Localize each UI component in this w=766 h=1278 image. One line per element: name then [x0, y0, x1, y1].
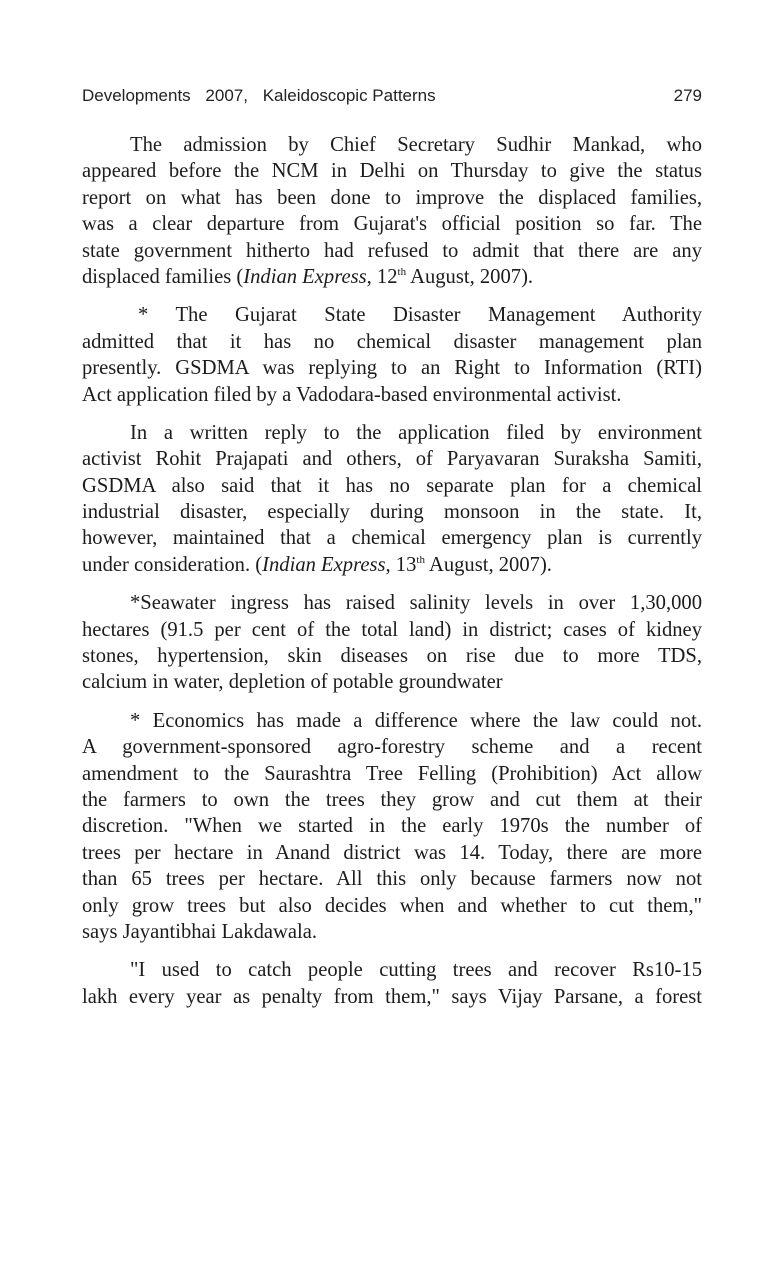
- citation-line: [82, 552, 702, 578]
- text-line: * The Gujarat State Disaster Management Authority: [138, 304, 702, 327]
- text-line: trees per hectare in Anand district was 14. Today, there are more: [82, 841, 702, 864]
- text-line: A government-sponsored agro-forestry scheme and a recent: [82, 736, 702, 759]
- text-line: lakh every year as penalty from them," says Vijay Parsane, a forest: [82, 985, 702, 1008]
- citation-day: , 13: [385, 553, 417, 576]
- paragraph-gsdma: [82, 302, 702, 408]
- citation-ordinal: th: [416, 554, 425, 566]
- text-line: amendment to the Saurashtra Tree Felling (Prohibition) Act allow: [82, 762, 702, 785]
- text-line: "I used to catch people cutting trees and recover Rs10-15: [130, 959, 702, 982]
- text-line: state government hitherto had refused to admit that there are any: [82, 239, 702, 262]
- paragraph-admission: [82, 132, 702, 290]
- citation-day: , 12: [366, 265, 398, 288]
- citation-line: [82, 264, 702, 290]
- text-line: only grow trees but also decides when and whether to cut them,": [82, 894, 702, 917]
- text-line: activist Rohit Prajapati and others, of Paryavaran Suraksha Samiti,: [82, 448, 702, 471]
- citation-prefix: under consideration. (: [82, 553, 263, 576]
- text-line: industrial disaster, especially during monsoon in the state. It,: [82, 501, 702, 524]
- text-line: admitted that it has no chemical disaster management plan: [82, 330, 702, 353]
- paragraph-seawater: [82, 590, 702, 696]
- book-page: [82, 86, 702, 1022]
- text-line: hectares (91.5 per cent of the total land) in district; cases of kidney: [82, 618, 702, 641]
- text-line: calcium in water, depletion of potable groundwater: [82, 671, 503, 694]
- paragraph-economics: [82, 708, 702, 946]
- text-line: GSDMA also said that it has no separate plan for a chemical: [82, 474, 702, 497]
- text-line: appeared before the NCM in Delhi on Thursday to give the status: [82, 160, 702, 183]
- text-line: than 65 trees per hectare. All this only because farmers now not: [82, 868, 702, 891]
- body-text: [82, 132, 702, 1010]
- text-line: The admission by Chief Secretary Sudhir Mankad, who: [130, 134, 702, 156]
- running-title: [82, 86, 446, 106]
- running-title-part: Kaleidoscopic Patterns: [262, 86, 436, 105]
- text-line: Act application filed by a Vadodara-based environmental activist.: [82, 383, 622, 406]
- page-number: 279: [673, 86, 702, 105]
- citation-prefix: displaced families (: [82, 265, 244, 288]
- paragraph-parsane-quote: [82, 957, 702, 1010]
- text-line: was a clear departure from Gujarat's official position so far. The: [82, 213, 702, 236]
- paragraph-written-reply: [82, 420, 702, 578]
- citation-date: August, 2007).: [424, 553, 552, 576]
- text-line: report on what has been done to improve the displaced families,: [82, 186, 702, 209]
- citation-source: Indian Express: [262, 553, 386, 576]
- text-line: discretion. "When we started in the early 1970s the number of: [82, 815, 702, 838]
- text-line: says Jayantibhai Lakdawala.: [82, 920, 318, 943]
- citation-source: Indian Express: [243, 265, 367, 288]
- text-line: the farmers to own the trees they grow and cut them at their: [82, 788, 702, 811]
- text-line: * Economics has made a difference where the law could not.: [130, 709, 702, 732]
- text-line: *Seawater ingress has raised salinity levels in over 1,30,000: [130, 592, 702, 615]
- citation-ordinal: th: [397, 266, 407, 279]
- running-header: [82, 86, 702, 112]
- text-line: stones, hypertension, skin diseases on rise due to more TDS,: [82, 645, 702, 668]
- text-line: presently. GSDMA was replying to an Right to Information (RTI): [82, 357, 702, 380]
- running-title-part: 2007,: [205, 86, 248, 105]
- running-title-part: Developments: [82, 86, 191, 105]
- text-line: however, maintained that a chemical emergency plan is currently: [82, 527, 702, 550]
- text-line: In a written reply to the application filed by environment: [130, 421, 702, 444]
- citation-date: August, 2007).: [406, 265, 534, 288]
